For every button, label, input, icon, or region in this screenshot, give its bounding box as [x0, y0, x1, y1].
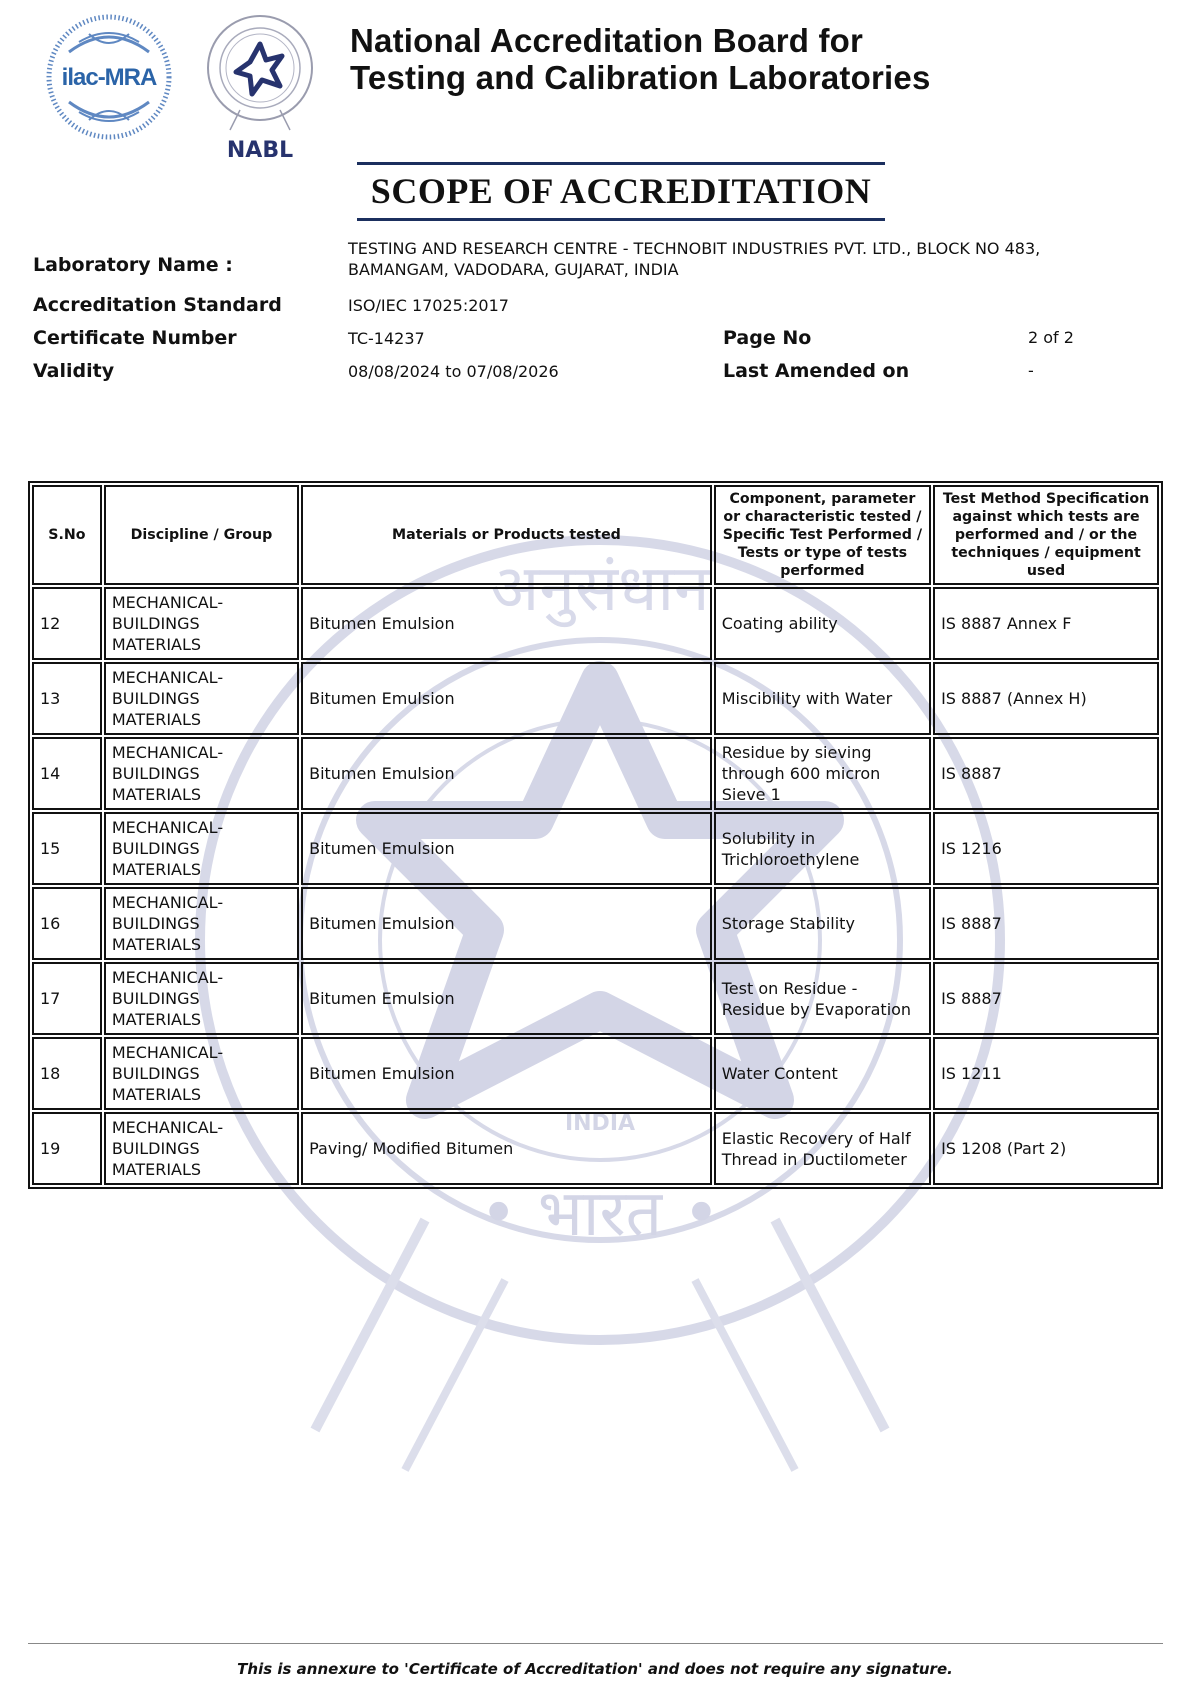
- ilac-mra-logo: [44, 12, 174, 142]
- cell-spec: IS 1211: [933, 1037, 1159, 1110]
- cell-discipline: MECHANICAL- BUILDINGS MATERIALS: [104, 587, 299, 660]
- cell-spec: IS 1208 (Part 2): [933, 1112, 1159, 1185]
- cell-discipline: MECHANICAL- BUILDINGS MATERIALS: [104, 1037, 299, 1110]
- validity-label: Validity: [33, 360, 115, 382]
- org-name-line-1: National Accreditation Board for: [350, 22, 864, 59]
- table-row: [32, 1112, 1159, 1185]
- title-rule-bottom: [357, 218, 885, 221]
- table-header-row: [32, 485, 1159, 585]
- certificate-label: Certificate Number: [33, 327, 237, 349]
- watermark-bottom-text: • भारत •: [479, 1177, 721, 1251]
- lab-name-label: Laboratory Name :: [33, 254, 233, 276]
- table-row: [32, 887, 1159, 960]
- cell-component: Residue by sieving through 600 micron Sieve 1: [714, 737, 931, 810]
- cell-spec: IS 8887 (Annex H): [933, 662, 1159, 735]
- org-name-line-2: Testing and Calibration Laboratories: [350, 59, 931, 96]
- cell-material: Paving/ Modified Bitumen: [301, 1112, 712, 1185]
- cell-material: Bitumen Emulsion: [301, 587, 712, 660]
- cell-sno: 16: [32, 887, 102, 960]
- cell-component: Elastic Recovery of Half Thread in Ductilometer: [714, 1112, 931, 1185]
- cell-component: Miscibility with Water: [714, 662, 931, 735]
- title-rule-top: [357, 162, 885, 165]
- cell-sno: 18: [32, 1037, 102, 1110]
- svg-text:NABL: NABL: [226, 138, 294, 163]
- cell-component: Solubility in Trichloroethylene: [714, 812, 931, 885]
- footer-note: This is annexure to 'Certificate of Accreditation' and does not require any signature.: [237, 1660, 953, 1678]
- header-test-method: Test Method Specification against which tests are performed and / or the techniques / equipment used: [933, 485, 1159, 585]
- table-row: [32, 962, 1159, 1035]
- watermark-india-text: INDIA: [564, 1111, 636, 1136]
- scope-title-block: [357, 162, 885, 221]
- cell-sno: 13: [32, 662, 102, 735]
- cell-component: Storage Stability: [714, 887, 931, 960]
- cell-component: Coating ability: [714, 587, 931, 660]
- table-row: [32, 1037, 1159, 1110]
- cell-spec: IS 8887: [933, 737, 1159, 810]
- validity-value: 08/08/2024 to 07/08/2026: [348, 362, 559, 381]
- header-component: Component, parameter or characteristic tested / Specific Test Performed / Tests or type of tests performed: [714, 485, 931, 585]
- table-row: [32, 737, 1159, 810]
- cell-spec: IS 8887 Annex F: [933, 587, 1159, 660]
- cell-component: Test on Residue - Residue by Evaporation: [714, 962, 931, 1035]
- lab-name-value: TESTING AND RESEARCH CENTRE - TECHNOBIT INDUSTRIES PVT. LTD., BLOCK NO 483, BAMANGAM, VADODARA, GUJARAT, INDIA: [348, 239, 1041, 279]
- certificate-value: TC-14237: [348, 329, 425, 348]
- cell-material: Bitumen Emulsion: [301, 887, 712, 960]
- standard-label: Accreditation Standard: [33, 294, 282, 316]
- header-materials: Materials or Products tested: [301, 485, 712, 585]
- header-sno: S.No: [32, 485, 102, 585]
- page-header: [0, 0, 1190, 230]
- cell-component: Water Content: [714, 1037, 931, 1110]
- cell-sno: 14: [32, 737, 102, 810]
- cell-material: Bitumen Emulsion: [301, 662, 712, 735]
- organization-name: [350, 22, 931, 96]
- footer-divider: [28, 1643, 1163, 1644]
- cell-sno: 17: [32, 962, 102, 1035]
- cell-sno: 12: [32, 587, 102, 660]
- table-row: [32, 662, 1159, 735]
- cell-sno: 15: [32, 812, 102, 885]
- scope-table: [28, 481, 1163, 1189]
- scope-title: SCOPE OF ACCREDITATION: [370, 171, 872, 211]
- cell-discipline: MECHANICAL- BUILDINGS MATERIALS: [104, 887, 299, 960]
- cell-discipline: MECHANICAL- BUILDINGS MATERIALS: [104, 1112, 299, 1185]
- cell-material: Bitumen Emulsion: [301, 812, 712, 885]
- svg-text:ilac-MRA: ilac-MRA: [61, 64, 157, 91]
- cell-discipline: MECHANICAL- BUILDINGS MATERIALS: [104, 662, 299, 735]
- cell-spec: IS 1216: [933, 812, 1159, 885]
- last-amended-value: -: [1028, 361, 1034, 380]
- cell-material: Bitumen Emulsion: [301, 962, 712, 1035]
- cell-spec: IS 8887: [933, 962, 1159, 1035]
- last-amended-label: Last Amended on: [723, 360, 910, 382]
- cell-discipline: MECHANICAL- BUILDINGS MATERIALS: [104, 737, 299, 810]
- cell-discipline: MECHANICAL- BUILDINGS MATERIALS: [104, 962, 299, 1035]
- page-no-label: Page No: [723, 327, 812, 349]
- header-discipline: Discipline / Group: [104, 485, 299, 585]
- cell-material: Bitumen Emulsion: [301, 737, 712, 810]
- cell-material: Bitumen Emulsion: [301, 1037, 712, 1110]
- nabl-logo: [200, 10, 320, 170]
- cell-sno: 19: [32, 1112, 102, 1185]
- table-row: [32, 812, 1159, 885]
- page-no-value: 2 of 2: [1028, 328, 1074, 347]
- watermark-top-text: अनुसंधान: [490, 552, 710, 626]
- standard-value: ISO/IEC 17025:2017: [348, 296, 509, 315]
- cell-spec: IS 8887: [933, 887, 1159, 960]
- cell-discipline: MECHANICAL- BUILDINGS MATERIALS: [104, 812, 299, 885]
- table-row: [32, 587, 1159, 660]
